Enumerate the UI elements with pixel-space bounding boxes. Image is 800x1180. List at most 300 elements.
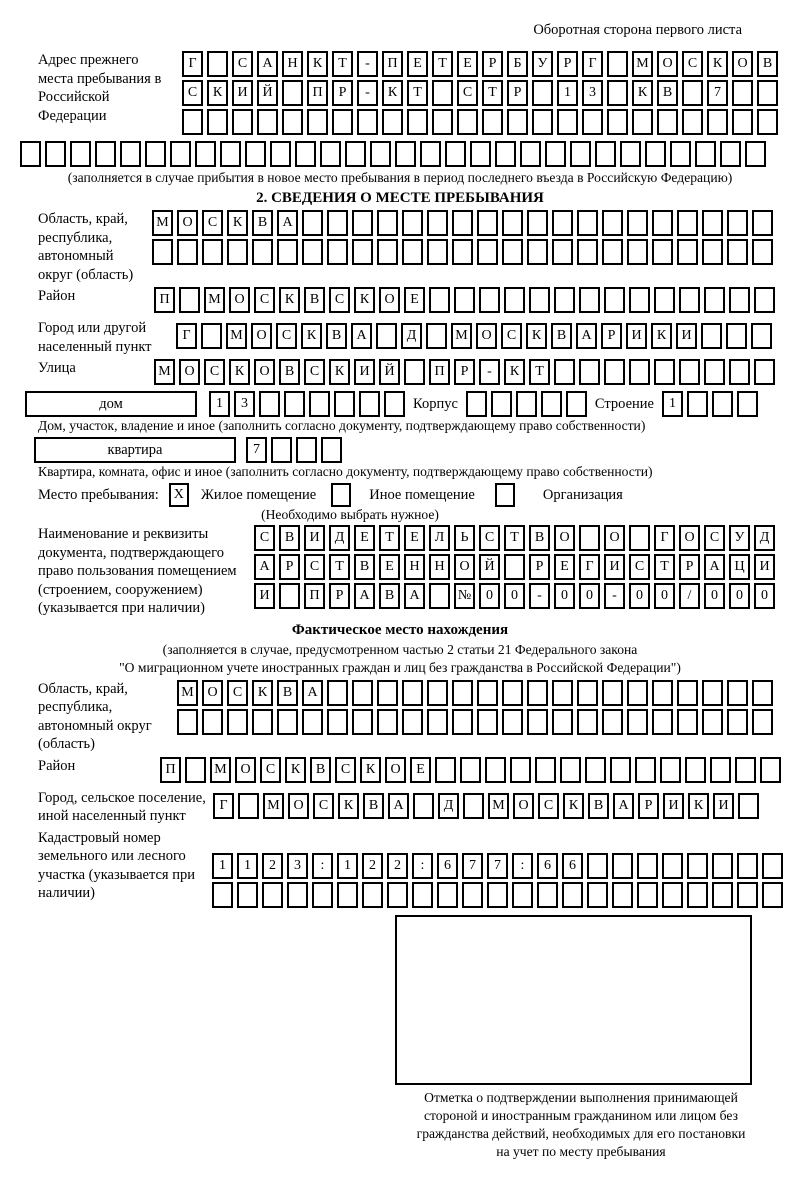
char-cell	[302, 210, 323, 236]
char-cell	[262, 882, 283, 908]
char-cell: Р	[482, 51, 503, 77]
char-cell	[321, 437, 342, 463]
char-cell	[712, 882, 733, 908]
field-district	[38, 287, 800, 316]
char-cell	[710, 757, 731, 783]
char-cell: К	[563, 793, 584, 819]
char-cell	[726, 323, 747, 349]
char-cell	[595, 141, 616, 167]
char-cell	[432, 80, 453, 106]
char-cell: А	[354, 583, 375, 609]
previous-address-note: (заполняется в случае прибытия в новое место пребывания в период последнего въезда в Российскую Федерацию)	[67, 170, 733, 185]
char-cell	[737, 853, 758, 879]
char-cell	[529, 287, 550, 313]
char-cell	[577, 210, 598, 236]
char-cell: Е	[457, 51, 478, 77]
char-cell	[629, 287, 650, 313]
char-cell: С	[538, 793, 559, 819]
char-cell: 7	[707, 80, 728, 106]
korpus-cells	[466, 391, 587, 417]
char-cell	[387, 882, 408, 908]
cell-row	[182, 80, 778, 106]
char-cell	[376, 323, 397, 349]
char-cell	[652, 210, 673, 236]
char-cell: Г	[579, 554, 600, 580]
char-cell	[677, 709, 698, 735]
char-cell	[427, 680, 448, 706]
char-cell	[477, 210, 498, 236]
char-cell	[457, 109, 478, 135]
char-cell	[607, 109, 628, 135]
char-cell	[552, 239, 573, 265]
char-cell	[435, 757, 456, 783]
char-cell: О	[476, 323, 497, 349]
section3-note-line2: "О миграционном учете иностранных граждан и лиц без гражданства в Российской Федерации")	[119, 659, 681, 675]
char-cell	[402, 210, 423, 236]
char-cell: 0	[579, 583, 600, 609]
char-cell	[404, 359, 425, 385]
char-cell	[352, 709, 373, 735]
char-cell: К	[229, 359, 250, 385]
char-cell: М	[210, 757, 231, 783]
char-cell	[427, 709, 448, 735]
char-cell	[657, 109, 678, 135]
char-cell: И	[254, 583, 275, 609]
char-cell: 6	[562, 853, 583, 879]
cell-row	[182, 51, 778, 77]
char-cell: В	[354, 554, 375, 580]
char-cell: Й	[479, 554, 500, 580]
char-cell	[412, 882, 433, 908]
confirmation-stamp-box	[395, 915, 752, 1085]
char-cell: Т	[329, 554, 350, 580]
apartment-caption: Квартира, комната, офис и иное (заполнить согласно документу, подтверждающему право собственности)	[38, 464, 653, 479]
char-cell	[452, 709, 473, 735]
char-cell: 3	[234, 391, 255, 417]
char-cell	[607, 51, 628, 77]
char-cell	[701, 323, 722, 349]
char-cell: 1	[237, 853, 258, 879]
char-cell	[712, 391, 733, 417]
char-cell	[554, 287, 575, 313]
cell-row	[182, 109, 778, 135]
char-cell	[629, 525, 650, 551]
char-cell	[479, 287, 500, 313]
cell-row	[152, 210, 773, 236]
char-cell	[516, 391, 537, 417]
char-cell: У	[532, 51, 553, 77]
char-cell: А	[302, 680, 323, 706]
field-region	[38, 210, 800, 284]
char-cell	[702, 210, 723, 236]
field-region-actual	[38, 680, 800, 754]
cell-row	[254, 583, 775, 609]
char-cell	[679, 359, 700, 385]
char-cell: -	[357, 51, 378, 77]
char-cell	[420, 141, 441, 167]
cell-row	[154, 287, 775, 313]
stamp-caption-line: стороной и иностранным гражданином или лицом без	[424, 1107, 738, 1123]
char-cell	[120, 141, 141, 167]
char-cell	[760, 757, 781, 783]
char-cell	[527, 709, 548, 735]
char-cell: -	[604, 583, 625, 609]
char-cell: И	[663, 793, 684, 819]
char-cell	[402, 239, 423, 265]
char-cell: О	[379, 287, 400, 313]
char-cell	[727, 210, 748, 236]
char-cell: В	[657, 80, 678, 106]
char-cell: С	[629, 554, 650, 580]
previous-address-label: Адрес прежнего места пребывания в Российской Федерации	[38, 52, 162, 124]
cell-row	[160, 757, 781, 783]
char-cell: С	[329, 287, 350, 313]
char-cell: /	[679, 583, 700, 609]
char-cell	[510, 757, 531, 783]
char-cell: Г	[213, 793, 234, 819]
char-cell: К	[227, 210, 248, 236]
char-cell	[752, 709, 773, 735]
cell-row	[213, 793, 759, 819]
char-cell	[720, 141, 741, 167]
char-cell	[429, 583, 450, 609]
char-cell	[602, 239, 623, 265]
char-cell: И	[604, 554, 625, 580]
char-cell: Б	[507, 51, 528, 77]
char-cell: О	[202, 680, 223, 706]
char-cell	[541, 391, 562, 417]
char-cell	[70, 141, 91, 167]
char-cell: 6	[437, 853, 458, 879]
char-cell	[552, 709, 573, 735]
char-cell: 7	[246, 437, 267, 463]
char-cell	[20, 141, 41, 167]
char-cell	[620, 141, 641, 167]
char-cell	[602, 680, 623, 706]
field-previous-address	[38, 51, 800, 138]
char-cell: 2	[387, 853, 408, 879]
char-cell: С	[254, 287, 275, 313]
char-cell	[470, 141, 491, 167]
char-cell	[295, 141, 316, 167]
char-cell	[712, 853, 733, 879]
char-cell	[566, 391, 587, 417]
organization-option-label: Организация	[542, 486, 623, 503]
field-ownership-document	[38, 525, 800, 618]
korpus-label: Корпус	[413, 395, 458, 412]
char-cell: А	[576, 323, 597, 349]
cell-row	[152, 239, 773, 265]
char-cell: В	[326, 323, 347, 349]
char-cell	[579, 359, 600, 385]
char-cell: М	[632, 51, 653, 77]
char-cell: В	[529, 525, 550, 551]
char-cell	[627, 709, 648, 735]
char-cell	[585, 757, 606, 783]
char-cell	[682, 80, 703, 106]
city-label: Город или другой населенный пункт	[38, 320, 152, 355]
char-cell	[152, 239, 173, 265]
char-cell: Р	[332, 80, 353, 106]
char-cell	[502, 210, 523, 236]
char-cell	[537, 882, 558, 908]
char-cell	[495, 141, 516, 167]
cell-row	[154, 359, 775, 385]
char-cell: О	[229, 287, 250, 313]
char-cell	[732, 109, 753, 135]
char-cell	[607, 80, 628, 106]
char-cell: 0	[754, 583, 775, 609]
field-district-actual	[38, 757, 800, 786]
char-cell: Т	[654, 554, 675, 580]
char-cell	[502, 680, 523, 706]
char-cell	[727, 680, 748, 706]
char-cell	[395, 141, 416, 167]
char-cell	[677, 680, 698, 706]
char-cell	[466, 391, 487, 417]
char-cell	[507, 109, 528, 135]
confirmation-stamp-caption	[390, 1089, 772, 1161]
char-cell	[271, 437, 292, 463]
char-cell	[95, 141, 116, 167]
char-cell	[377, 239, 398, 265]
char-cell	[460, 757, 481, 783]
char-cell	[212, 882, 233, 908]
char-cell: 0	[654, 583, 675, 609]
char-cell: М	[204, 287, 225, 313]
char-cell: 7	[487, 853, 508, 879]
premises-type-label: Место пребывания:	[38, 486, 159, 503]
checkbox-residential: X	[169, 483, 189, 507]
char-cell	[377, 709, 398, 735]
char-cell	[177, 709, 198, 735]
char-cell	[677, 239, 698, 265]
char-cell	[532, 80, 553, 106]
char-cell	[232, 109, 253, 135]
char-cell	[754, 287, 775, 313]
char-cell: К	[707, 51, 728, 77]
char-cell: Е	[354, 525, 375, 551]
char-cell: В	[252, 210, 273, 236]
char-cell	[252, 239, 273, 265]
char-cell	[707, 109, 728, 135]
cell-row	[212, 853, 783, 879]
cell-row	[254, 554, 775, 580]
char-cell: О	[385, 757, 406, 783]
char-cell: И	[626, 323, 647, 349]
char-cell	[352, 680, 373, 706]
char-cell	[577, 709, 598, 735]
char-cell: -	[529, 583, 550, 609]
char-cell: К	[279, 287, 300, 313]
ownership-document-label: Наименование и реквизиты документа, подтверждающего право пользования помещением (строением, сооружением) (указывается при наличии)	[38, 526, 237, 616]
char-cell	[587, 882, 608, 908]
char-cell: Т	[332, 51, 353, 77]
char-cell: К	[526, 323, 547, 349]
char-cell	[320, 141, 341, 167]
char-cell: К	[329, 359, 350, 385]
char-cell: 3	[582, 80, 603, 106]
char-cell	[487, 882, 508, 908]
char-cell	[413, 793, 434, 819]
char-cell: В	[279, 525, 300, 551]
char-cell: К	[632, 80, 653, 106]
char-cell	[704, 287, 725, 313]
district-label: Район	[38, 288, 76, 304]
char-cell	[277, 709, 298, 735]
char-cell	[535, 757, 556, 783]
char-cell	[407, 109, 428, 135]
char-cell	[682, 109, 703, 135]
char-cell: Т	[432, 51, 453, 77]
char-cell: О	[179, 359, 200, 385]
char-cell	[610, 757, 631, 783]
char-cell	[729, 359, 750, 385]
char-cell	[527, 680, 548, 706]
char-cell: П	[429, 359, 450, 385]
char-cell: Р	[279, 554, 300, 580]
char-cell	[652, 709, 673, 735]
char-cell	[552, 210, 573, 236]
char-cell	[202, 239, 223, 265]
char-cell	[426, 323, 447, 349]
char-cell	[685, 757, 706, 783]
char-cell	[202, 709, 223, 735]
char-cell	[679, 287, 700, 313]
char-cell	[562, 882, 583, 908]
char-cell: 1	[209, 391, 230, 417]
char-cell	[227, 709, 248, 735]
char-cell: 0	[479, 583, 500, 609]
char-cell: Т	[379, 525, 400, 551]
char-cell: 2	[262, 853, 283, 879]
char-cell: Г	[654, 525, 675, 551]
char-cell: О	[254, 359, 275, 385]
char-cell	[702, 680, 723, 706]
char-cell	[660, 757, 681, 783]
char-cell: Р	[454, 359, 475, 385]
char-cell	[652, 239, 673, 265]
char-cell	[527, 239, 548, 265]
district-actual-label: Район	[38, 757, 76, 774]
char-cell: :	[312, 853, 333, 879]
field-cadastral-number	[38, 829, 800, 911]
char-cell	[402, 709, 423, 735]
char-cell: В	[279, 359, 300, 385]
char-cell: Д	[401, 323, 422, 349]
char-cell: К	[360, 757, 381, 783]
ownership-document-cells	[254, 525, 775, 612]
char-cell	[527, 210, 548, 236]
char-cell	[737, 391, 758, 417]
char-cell	[185, 757, 206, 783]
other-premises-option-label: Иное помещение	[369, 486, 475, 503]
char-cell: А	[257, 51, 278, 77]
char-cell: А	[704, 554, 725, 580]
char-cell	[662, 882, 683, 908]
char-cell	[629, 359, 650, 385]
char-cell: М	[154, 359, 175, 385]
char-cell: П	[307, 80, 328, 106]
char-cell	[762, 882, 783, 908]
char-cell: Р	[529, 554, 550, 580]
char-cell	[207, 51, 228, 77]
cell-row	[177, 680, 773, 706]
char-cell: О	[288, 793, 309, 819]
section2-title: 2. СВЕДЕНИЯ О МЕСТЕ ПРЕБЫВАНИЯ	[256, 190, 544, 206]
char-cell: М	[226, 323, 247, 349]
char-cell	[752, 239, 773, 265]
char-cell: С	[682, 51, 703, 77]
char-cell	[337, 882, 358, 908]
char-cell: К	[504, 359, 525, 385]
char-cell: В	[310, 757, 331, 783]
cell-row	[212, 882, 783, 908]
char-cell: А	[388, 793, 409, 819]
char-cell	[627, 239, 648, 265]
char-cell: Е	[404, 525, 425, 551]
char-cell	[352, 210, 373, 236]
char-cell	[545, 141, 566, 167]
char-cell: О	[235, 757, 256, 783]
char-cell: Г	[582, 51, 603, 77]
field-premises-type	[38, 483, 800, 507]
char-cell: Р	[638, 793, 659, 819]
char-cell: О	[454, 554, 475, 580]
char-cell	[237, 882, 258, 908]
char-cell	[670, 141, 691, 167]
residential-option-label: Жилое помещение	[200, 486, 317, 503]
char-cell	[359, 391, 380, 417]
previous-address-cells	[182, 51, 778, 138]
char-cell: Т	[529, 359, 550, 385]
house-caption: Дом, участок, владение и иное (заполнить согласно документу, подтверждающему право собственности)	[38, 418, 646, 433]
char-cell: Г	[176, 323, 197, 349]
char-cell	[482, 109, 503, 135]
house-number-cells	[209, 391, 405, 417]
char-cell	[432, 109, 453, 135]
char-cell: С	[501, 323, 522, 349]
char-cell	[627, 680, 648, 706]
char-cell: В	[277, 680, 298, 706]
char-cell	[307, 109, 328, 135]
char-cell: Ц	[729, 554, 750, 580]
char-cell: Е	[554, 554, 575, 580]
char-cell	[220, 141, 241, 167]
char-cell	[352, 239, 373, 265]
char-cell	[227, 239, 248, 265]
char-cell: 6	[537, 853, 558, 879]
char-cell	[751, 323, 772, 349]
char-cell	[477, 680, 498, 706]
char-cell: О	[554, 525, 575, 551]
char-cell	[737, 882, 758, 908]
char-cell	[201, 323, 222, 349]
char-cell	[637, 853, 658, 879]
char-cell	[327, 709, 348, 735]
char-cell	[302, 709, 323, 735]
char-cell	[282, 80, 303, 106]
char-cell	[654, 359, 675, 385]
char-cell	[377, 680, 398, 706]
char-cell	[452, 210, 473, 236]
char-cell: К	[207, 80, 228, 106]
char-cell	[577, 239, 598, 265]
stamp-caption-line: гражданства действий, необходимых для его постановки	[416, 1125, 746, 1141]
char-cell	[170, 141, 191, 167]
char-cell	[729, 287, 750, 313]
char-cell: Д	[754, 525, 775, 551]
